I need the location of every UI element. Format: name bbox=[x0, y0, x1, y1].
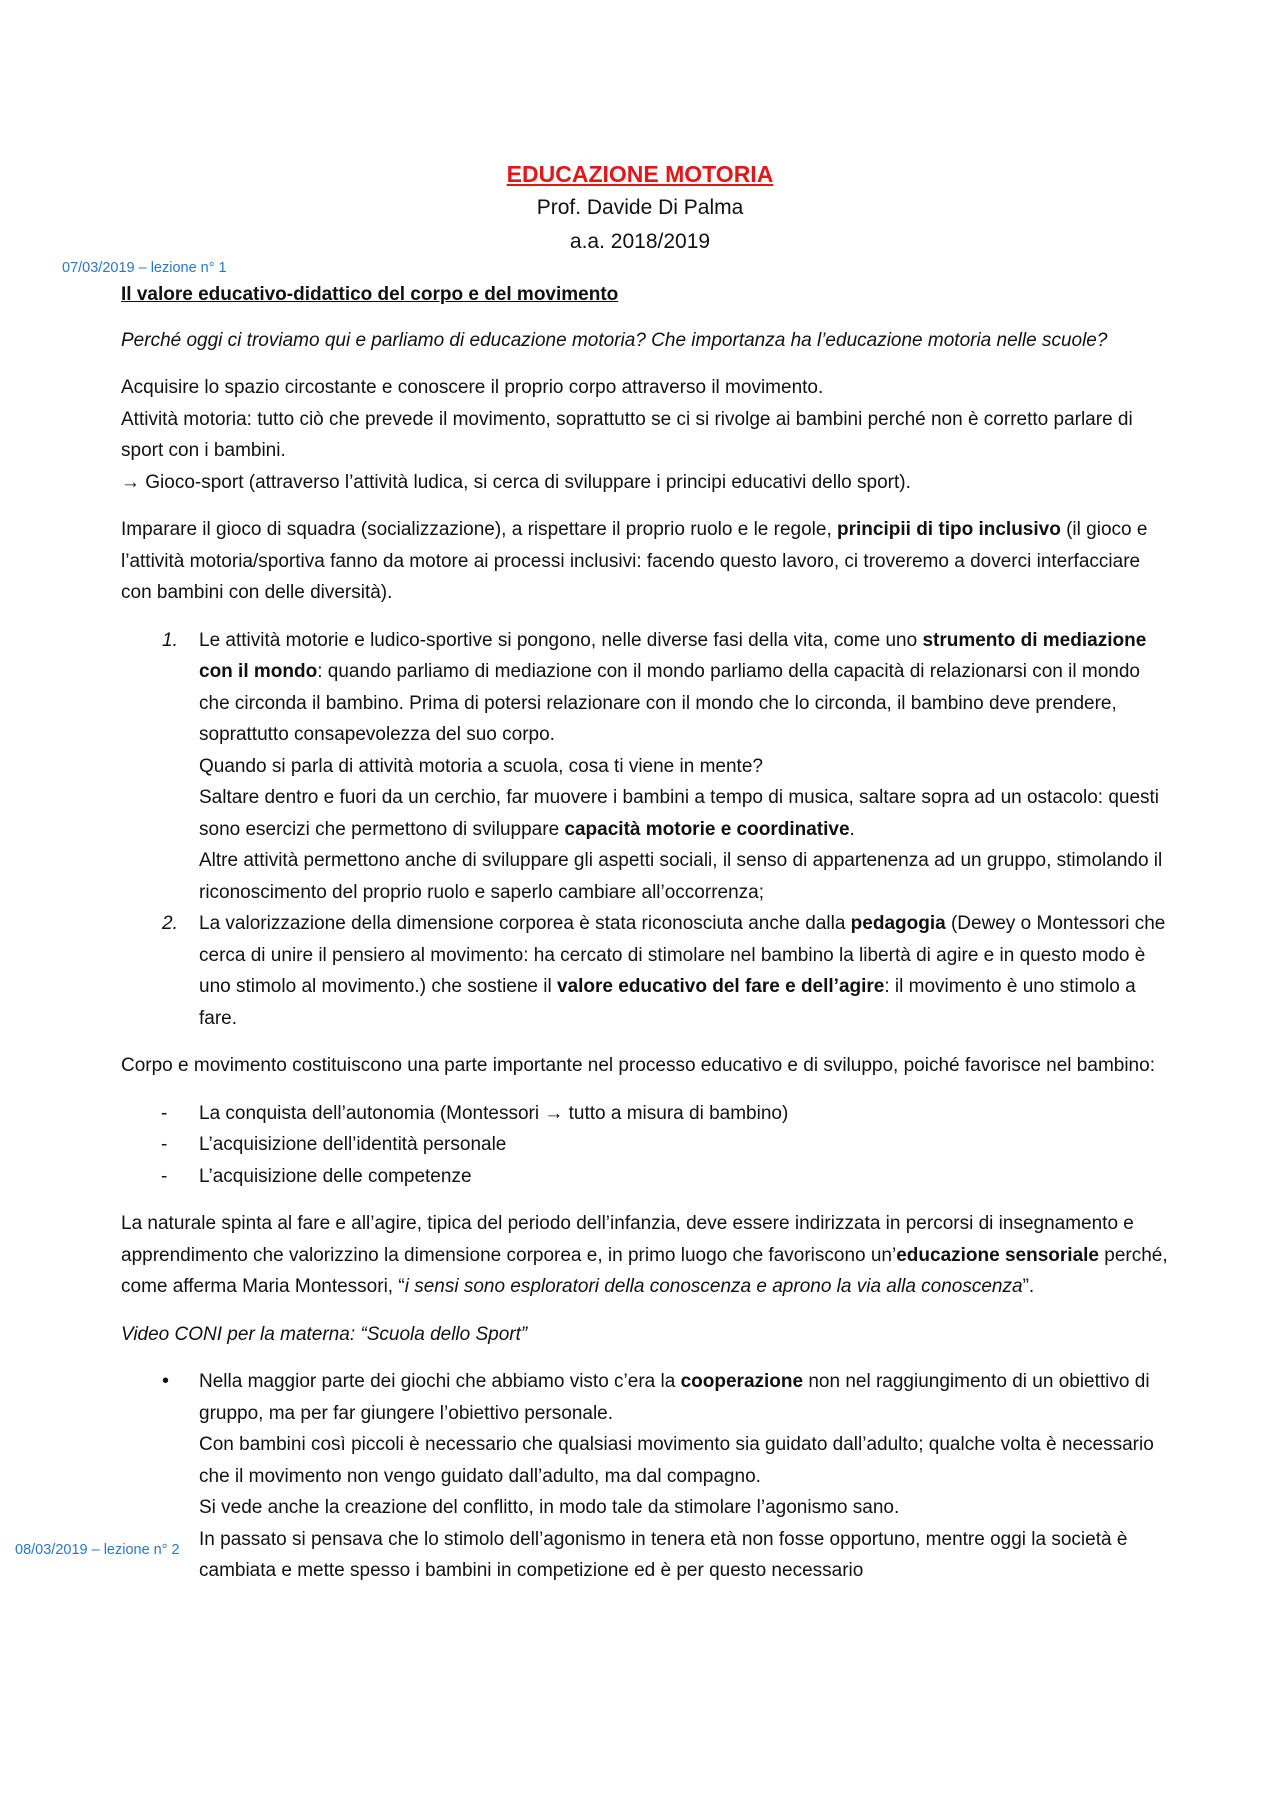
academic-year: a.a. 2018/2019 bbox=[569, 230, 711, 253]
dash-marker: - bbox=[161, 1134, 168, 1155]
item1-text-3: Quando si parla di attività motoria a scuola, cosa ti viene in mente? bbox=[199, 755, 763, 777]
infanzia-text-3: ”. bbox=[1022, 1276, 1035, 1297]
document-title: EDUCAZIONE MOTORIA bbox=[506, 161, 774, 187]
title-block bbox=[0, 157, 1280, 259]
item1-bold-2: capacità motorie e coordinative bbox=[564, 818, 850, 840]
item1-text-5: . bbox=[849, 818, 855, 840]
dash-item-text: La conquista dell’autonomia (Montessori bbox=[199, 1102, 545, 1124]
team-text-1: Imparare il gioco di squadra (socializzazione), a rispettare il proprio ruolo e le regole, bbox=[121, 519, 838, 540]
numbered-list bbox=[121, 625, 1171, 1035]
item2-bold-2: valore educativo del fare e dell’agire bbox=[557, 976, 885, 997]
item1-text-2: : quando parliamo di mediazione con il mondo parliamo della capacità di relazionarsi con il mondo che circonda il bambino. Prima di potersi relazionare con il mondo che lo circonda, il bambino deve prendere, soprattutto consapevolezza del suo corpo. bbox=[199, 661, 1140, 745]
dash-list bbox=[121, 1098, 1171, 1193]
team-bold: principii di tipo inclusivo bbox=[837, 519, 1061, 540]
document-body bbox=[121, 279, 1171, 1587]
intro-line-2: Attività motoria: tutto ciò che prevede il movimento, soprattutto se ci si rivolge ai bambini perché non è corretto parlare di sport con i bambini. bbox=[121, 408, 1133, 461]
dash-item-text: L’acquisizione delle competenze bbox=[199, 1165, 472, 1187]
item2-text-3: : il movimento è uno stimolo a fare. bbox=[199, 976, 1136, 1029]
item1-bold-1: strumento di mediazione con il mondo bbox=[199, 629, 1147, 682]
lesson-date-note-1: 07/03/2019 – lezione n° 1 bbox=[62, 260, 227, 276]
bullet-bold: cooperazione bbox=[680, 1371, 804, 1392]
intro-line-1: Acquisire lo spazio circostante e conoscere il proprio corpo attraverso il movimento. bbox=[121, 377, 824, 398]
intro-paragraph bbox=[121, 372, 1171, 498]
numbered-list-item bbox=[121, 625, 1171, 909]
team-text-2: (il gioco e l’attività motoria/sportiva fanno da motore ai processi inclusivi: facendo questo lavoro, ci troveremo a doverci interfacciare con bambini con delle diversità). bbox=[121, 519, 1148, 603]
item1-text-1: Le attività motorie e ludico-sportive si pongono, nelle diverse fasi della vita, come uno bbox=[199, 629, 923, 651]
bullet-text-5: In passato si pensava che lo stimolo dell’agonismo in tenera età non fosse opportuno, mentre oggi la società è cambiata e mette spesso i bambini in competizione ed è per questo necessario bbox=[199, 1528, 1128, 1581]
professor-name: Prof. Davide Di Palma bbox=[536, 196, 744, 219]
bullet-list bbox=[121, 1366, 1171, 1587]
dash-list-item bbox=[121, 1129, 1171, 1161]
arrow-icon: → bbox=[544, 1102, 564, 1124]
bullet-text-3: Con bambini così piccoli è necessario che qualsiasi movimento sia guidato dall’adulto; qualche volta è necessario che il movimento non vengo guidato dall’adulto, ma dal compagno. bbox=[199, 1434, 1154, 1487]
section-title: Il valore educativo-didattico del corpo e del movimento bbox=[121, 284, 619, 305]
item1-text-6: Altre attività permettono anche di sviluppare gli aspetti sociali, il senso di appartenenza ad un gruppo, stimolando il riconoscimento del proprio ruolo e saperlo cambiare all’occorrenza; bbox=[199, 850, 1163, 903]
arrow-icon: → bbox=[121, 471, 140, 493]
bullet-icon: • bbox=[162, 1370, 170, 1392]
numbered-list-item bbox=[121, 908, 1171, 1034]
item2-text-2: (Dewey o Montessori che cerca di unire il pensiero al movimento: ha cercato di stimolare nel bambino la libertà di agire e in questo modo è uno stimolo al movimento.) che sostiene il bbox=[199, 913, 1166, 997]
item2-bold-1: pedagogia bbox=[850, 913, 946, 934]
infanzia-text-2: perché, come afferma Maria Montessori, “ bbox=[121, 1244, 1168, 1297]
dash-list-item bbox=[121, 1098, 1171, 1130]
infanzia-bold: educazione sensoriale bbox=[896, 1244, 1099, 1266]
infanzia-quote: i sensi sono esploratori della conoscenza e aprono la via alla conoscenza bbox=[404, 1276, 1023, 1297]
dash-item-text: tutto a misura di bambino) bbox=[563, 1102, 789, 1124]
dash-item-text: L’acquisizione dell’identità personale bbox=[199, 1134, 507, 1155]
infanzia-paragraph bbox=[121, 1208, 1171, 1303]
dash-marker: - bbox=[161, 1165, 168, 1187]
dash-marker: - bbox=[161, 1102, 168, 1124]
bullet-text-1: Nella maggior parte dei giochi che abbiamo visto c’era la bbox=[199, 1371, 681, 1392]
lesson-date-note-2: 08/03/2019 – lezione n° 2 bbox=[15, 1542, 180, 1558]
intro-line-3: Gioco-sport (attraverso l’attività ludica, si cerca di sviluppare i principi educativi dello sport). bbox=[140, 471, 911, 493]
bullet-text-2: non nel raggiungimento di un obiettivo di gruppo, ma per far giungere l’obiettivo personale. bbox=[199, 1371, 1150, 1424]
bullet-list-item bbox=[121, 1366, 1171, 1587]
video-caption: Video CONI per la materna: “Scuola dello Sport” bbox=[121, 1323, 528, 1345]
dash-list-item bbox=[121, 1161, 1171, 1193]
team-paragraph bbox=[121, 514, 1171, 609]
list-number: 1. bbox=[162, 629, 178, 651]
body-paragraph: Corpo e movimento costituiscono una parte importante nel processo educativo e di sviluppo, poiché favorisce nel bambino: bbox=[121, 1055, 1155, 1076]
intro-question: Perché oggi ci troviamo qui e parliamo di educazione motoria? Che importanza ha l’educazione motoria nelle scuole? bbox=[121, 329, 1108, 351]
infanzia-text-1: La naturale spinta al fare e all’agire, tipica del periodo dell’infanzia, deve essere indirizzata in percorsi di insegnamento e apprendimento che valorizzino la dimensione corporea e, in primo luogo che favoriscono un’ bbox=[121, 1213, 1134, 1266]
item2-text-1: La valorizzazione della dimensione corporea è stata riconosciuta anche dalla bbox=[199, 913, 851, 934]
bullet-text-4: Si vede anche la creazione del conflitto, in modo tale da stimolare l’agonismo sano. bbox=[199, 1497, 900, 1518]
item1-text-4: Saltare dentro e fuori da un cerchio, far muovere i bambini a tempo di musica, saltare sopra ad un ostacolo: questi sono esercizi che permettono di sviluppare bbox=[199, 787, 1160, 840]
list-number: 2. bbox=[162, 913, 178, 934]
